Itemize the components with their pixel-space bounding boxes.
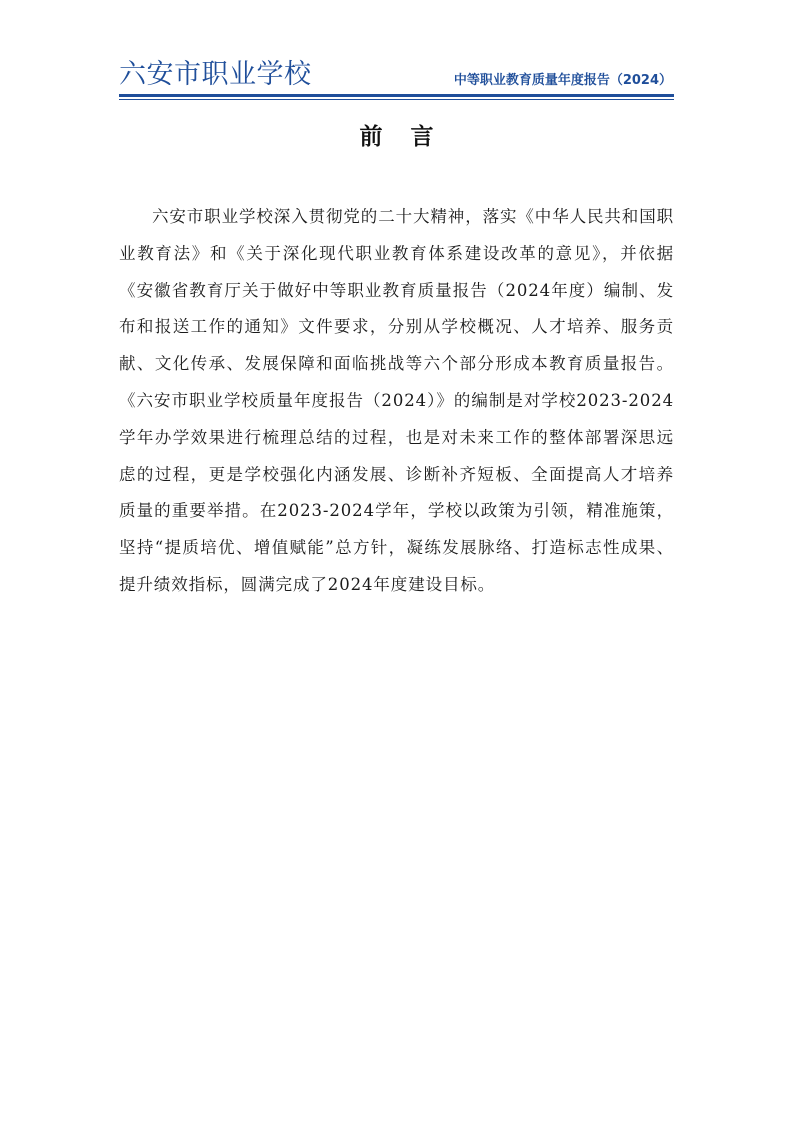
header-rule-thin (119, 99, 674, 100)
report-title: 中等职业教育质量年度报告（2024） (453, 73, 672, 88)
header-rule-thick (119, 94, 674, 97)
page-heading: 前 言 (359, 124, 444, 150)
preface-paragraph: 六安市职业学校深入贯彻党的二十大精神，落实《中华人民共和国职业教育法》和《关于深化现代职业教育体系建设改革的意见》，并依据《安徽省教育厅关于做好中等职业教育质量报告（2024年度）编制、发布和报送工作的通知》文件要求，分别从学校概况、人才培养、服务贡献、文化传承、发展保障和面临挑战等六个部分形成本教育质量报告。《六安市职业学校质量年度报告（2024）》的编制是对学校2023-2024学年办学效果进行梳理总结的过程，也是对未来工作的整体部署深思远虑的过程，更是学校强化内涵发展、诊断补齐短板、全面提高人才培养质量的重要举措。在2023-2024学年，学校以政策为引领，精准施策，坚持“提质培优、增值赋能”总方针，凝练发展脉络、打造标志性成果、提升绩效指标，圆满完成了2024年度建设目标。 (119, 207, 674, 594)
school-name: 六安市职业学校 (119, 59, 312, 90)
page-header (119, 56, 674, 102)
